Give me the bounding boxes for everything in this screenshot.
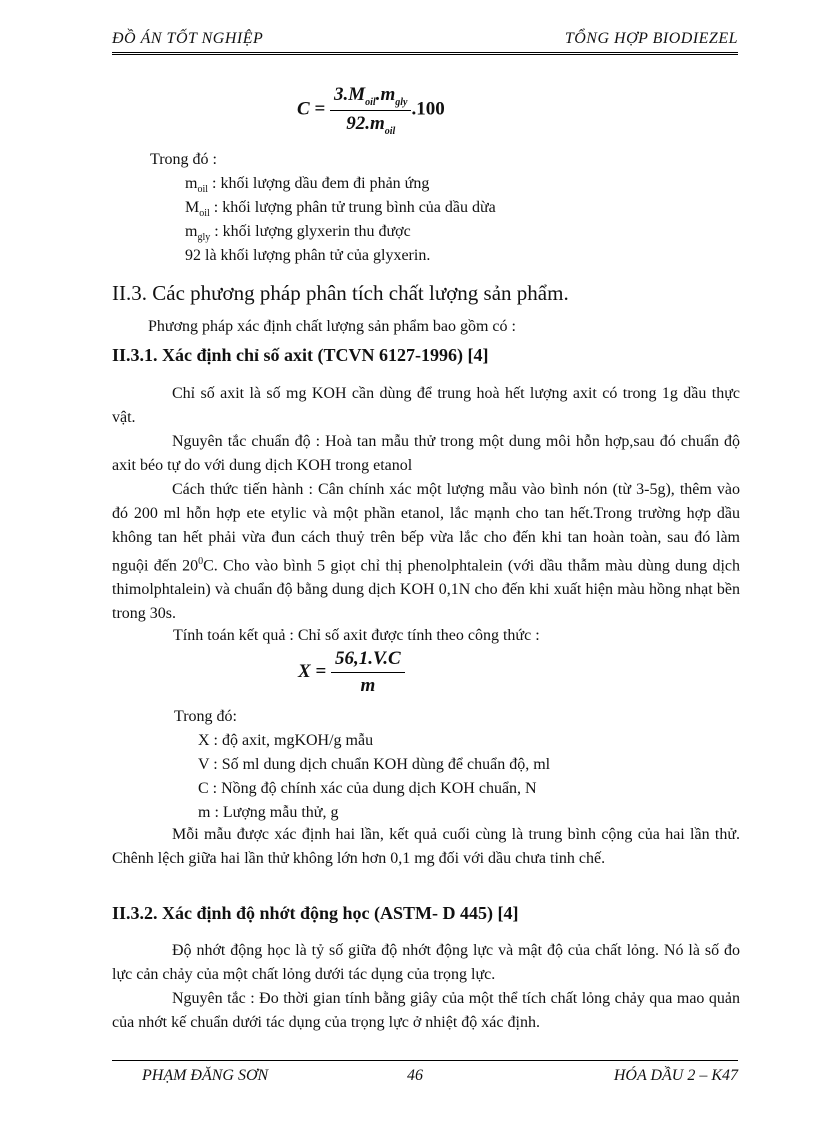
formula-fraction <box>331 648 405 697</box>
subsection-heading-viscosity: II.3.2. Xác định độ nhớt động học (ASTM- D 445) [4] <box>112 903 519 923</box>
formula-lhs: C = <box>297 98 326 120</box>
subsection-heading-acid: II.3.1. Xác định chỉ số axit (TCVN 6127-1996) [4] <box>112 345 489 365</box>
where-line: $m_{gly}$ : khối lượng glyxerin thu được <box>185 223 411 244</box>
intro-text: Phương pháp xác định chất lượng sản phẩm bao gồm có : <box>148 318 516 335</box>
formula-conversion <box>297 84 445 137</box>
header-left: ĐỒ ÁN TỐT NGHIỆP <box>112 30 264 47</box>
where-line: V : Số ml dung dịch chuẩn KOH dùng để chuẩn độ, ml <box>198 756 551 773</box>
paragraph: Nguyên tắc chuẩn độ : Hoà tan mẫu thử trong một dung môi hỗn hợp,sau đó chuẩn độ axit béo tự do với dung dịch KOH trong etanol <box>112 433 740 474</box>
paragraph: Chỉ số axit là số mg KOH cần dùng để trung hoà hết lượng axit có trong 1g dầu thực vật. <box>112 385 740 426</box>
paragraph: Mỗi mẫu được xác định hai lần, kết quả cuối cùng là trung bình cộng của hai lần thử. Chênh lệch giữa hai lần thử không lớn hơn 0,1 mg đối với dầu chưa tinh chế. <box>112 826 740 867</box>
formula-lhs: X = <box>298 660 327 682</box>
formula-numerator: $3.M_{oil}.m_{gly}$ <box>330 84 411 111</box>
formula-tail: .100 <box>411 98 445 120</box>
where-line: $M_{oil}$ : khối lượng phân tử trung bình của dầu dừa <box>185 199 496 220</box>
where-line: C : Nồng độ chính xác của dung dịch KOH chuẩn, N <box>198 780 537 797</box>
formula-denominator: $92.m_{oil}$ <box>346 112 396 137</box>
page-header <box>112 28 738 55</box>
section-heading: II.3. Các phương pháp phân tích chất lượng sản phẩm. <box>112 281 569 305</box>
page-number: 46 <box>407 1067 423 1084</box>
where-title: Trong đó : <box>150 151 217 168</box>
where-line: m : Lượng mẫu thử, g <box>198 804 339 821</box>
paragraph: Cách thức tiến hành : Cân chính xác một lượng mẫu vào bình nón (từ 3-5g), thêm vào đó 200 ml hỗn hợp ete etylic và một phần etanol, lắc mạnh cho tan hết.Trong trường hợp dầu không tan hết phải vừa đun cách thuỷ trên bếp vừa lắc cho đến khi tan hoàn toàn, sau đó làm nguội đến $20^0C$. Cho vào bình 5 giọt chỉ thị phenolphtalein (với dầu thẫm màu dùng dung dịch thimolphtalein) và chuẩn độ bằng dung dịch KOH 0,1N cho đến khi xuất hiện màu hồng nhạt bền trong 30s. <box>112 481 740 623</box>
header-right: TỔNG HỢP BIODIEZEL <box>564 30 738 47</box>
footer-class: HÓA DẦU 2 – K47 <box>613 1067 738 1084</box>
formula-numerator: 56,1.V.C <box>331 648 405 673</box>
paragraph: Tính toán kết quả : Chỉ số axit được tính theo công thức : <box>173 627 540 644</box>
where-title: Trong đó: <box>174 708 237 725</box>
footer-author: PHẠM ĐĂNG SƠN <box>142 1067 269 1084</box>
where-line: 92 là khối lượng phân tử của glyxerin. <box>185 247 431 264</box>
where-line: $m_{oil}$ : khối lượng dầu đem đi phản ứng <box>185 175 430 196</box>
where-line: X : độ axit, mgKOH/g mẫu <box>198 732 374 749</box>
page-footer <box>112 1060 738 1089</box>
formula-denominator: m <box>360 675 376 696</box>
formula-acid <box>298 648 405 697</box>
paragraph: Độ nhớt động học là tỷ số giữa độ nhớt động lực và mật độ của chất lỏng. Nó là số đo lực cản chảy của một chất lỏng dưới tác dụng của trọng lực. <box>112 942 740 983</box>
paragraph: Nguyên tắc : Đo thời gian tính bằng giây của một thể tích chất lỏng chảy qua mao quản của nhớt kế chuẩn dưới tác dụng của trọng lực ở nhiệt độ xác định. <box>112 990 740 1031</box>
formula-fraction <box>330 84 411 137</box>
